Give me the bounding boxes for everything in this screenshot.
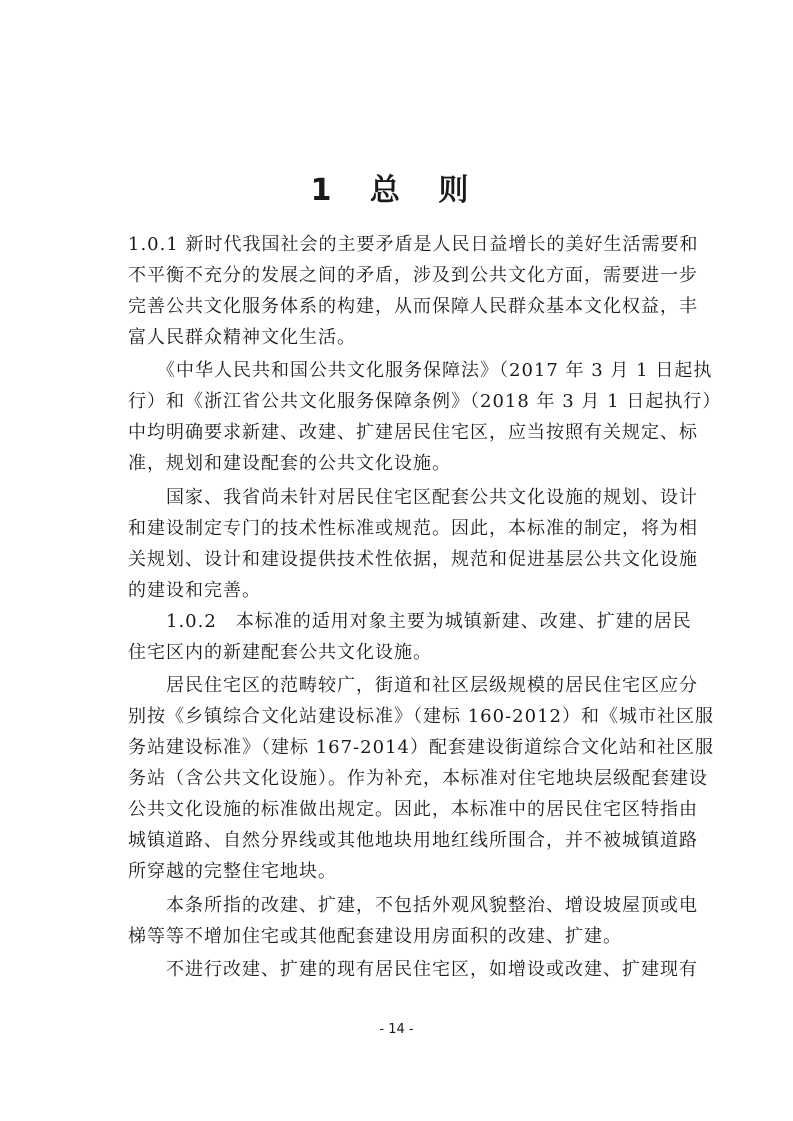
text-line: 务站（含公共文化设施）。作为补充，本标准对住宅地块层级配套建设 — [128, 768, 708, 789]
text-line: 1.0.2 本标准的适用对象主要为城镇新建、改建、扩建的居民 — [128, 611, 692, 632]
chapter-title: 1 总 则 — [310, 173, 483, 208]
text-line: 别按《乡镇综合文化站建设标准》（建标 160-2012）和《城市社区服 — [128, 706, 714, 727]
text-line: 城镇道路、自然分界线或其他地块用地红线所围合，并不被城镇道路 — [128, 830, 698, 851]
text-line: 国家、我省尚未针对居民住宅区配套公共文化设施的规划、设计 — [128, 487, 698, 508]
text-line: 不进行改建、扩建的现有居民住宅区，如增设或改建、扩建现有 — [128, 959, 698, 980]
text-line: 梯等等不增加住宅或其他配套建设用房面积的改建、扩建。 — [128, 926, 622, 947]
paragraph-law-reference — [128, 355, 722, 479]
text-line: 务站建设标准》（建标 167-2014）配套建设街道综合文化站和社区服 — [128, 737, 714, 758]
text-line: 准，规划和建设配套的公共文化设施。 — [128, 453, 451, 474]
text-line: 1.0.1 新时代我国社会的主要矛盾是人民日益增长的美好生活需要和 — [128, 234, 699, 255]
text-line: 《中华人民共和国公共文化服务保障法》（2017 年 3 月 1 日起执 — [128, 360, 713, 381]
text-line: 行）和《浙江省公共文化服务保障条例》（2018 年 3 月 1 日起执行） — [128, 391, 722, 412]
paragraph-1-0-2 — [128, 606, 692, 668]
text-line: 居民住宅区的范畴较广，街道和社区层级规模的居民住宅区应分 — [128, 675, 698, 696]
text-line: 不平衡不充分的发展之间的矛盾，涉及到公共文化方面，需要进一步 — [128, 265, 698, 286]
text-line: 关规划、设计和建设提供技术性依据，规范和促进基层公共文化设施 — [128, 549, 698, 570]
text-line: 所穿越的完整住宅地块。 — [128, 861, 337, 882]
text-line: 富人民群众精神文化生活。 — [128, 327, 356, 348]
text-line: 住宅区内的新建配套公共文化设施。 — [128, 642, 432, 663]
text-line: 的建设和完善。 — [128, 580, 261, 601]
page-number: - 14 - — [379, 1022, 414, 1037]
paragraph-renovation-definition — [128, 890, 698, 952]
text-line: 和建设制定专门的技术性标准或规范。因此，本标准的制定，将为相 — [128, 518, 698, 539]
paragraph-existing-residential — [128, 954, 698, 985]
paragraph-residential-scope — [128, 670, 714, 887]
paragraph-1-0-1 — [128, 229, 699, 353]
text-line: 本条所指的改建、扩建，不包括外观风貌整治、增设坡屋顶或电 — [128, 895, 698, 916]
text-line: 中均明确要求新建、改建、扩建居民住宅区，应当按照有关规定、标 — [128, 422, 698, 443]
text-line: 完善公共文化服务体系的构建，从而保障人民群众基本文化权益，丰 — [128, 296, 698, 317]
text-line: 公共文化设施的标准做出规定。因此，本标准中的居民住宅区特指由 — [128, 799, 698, 820]
paragraph-national-standard — [128, 482, 698, 606]
